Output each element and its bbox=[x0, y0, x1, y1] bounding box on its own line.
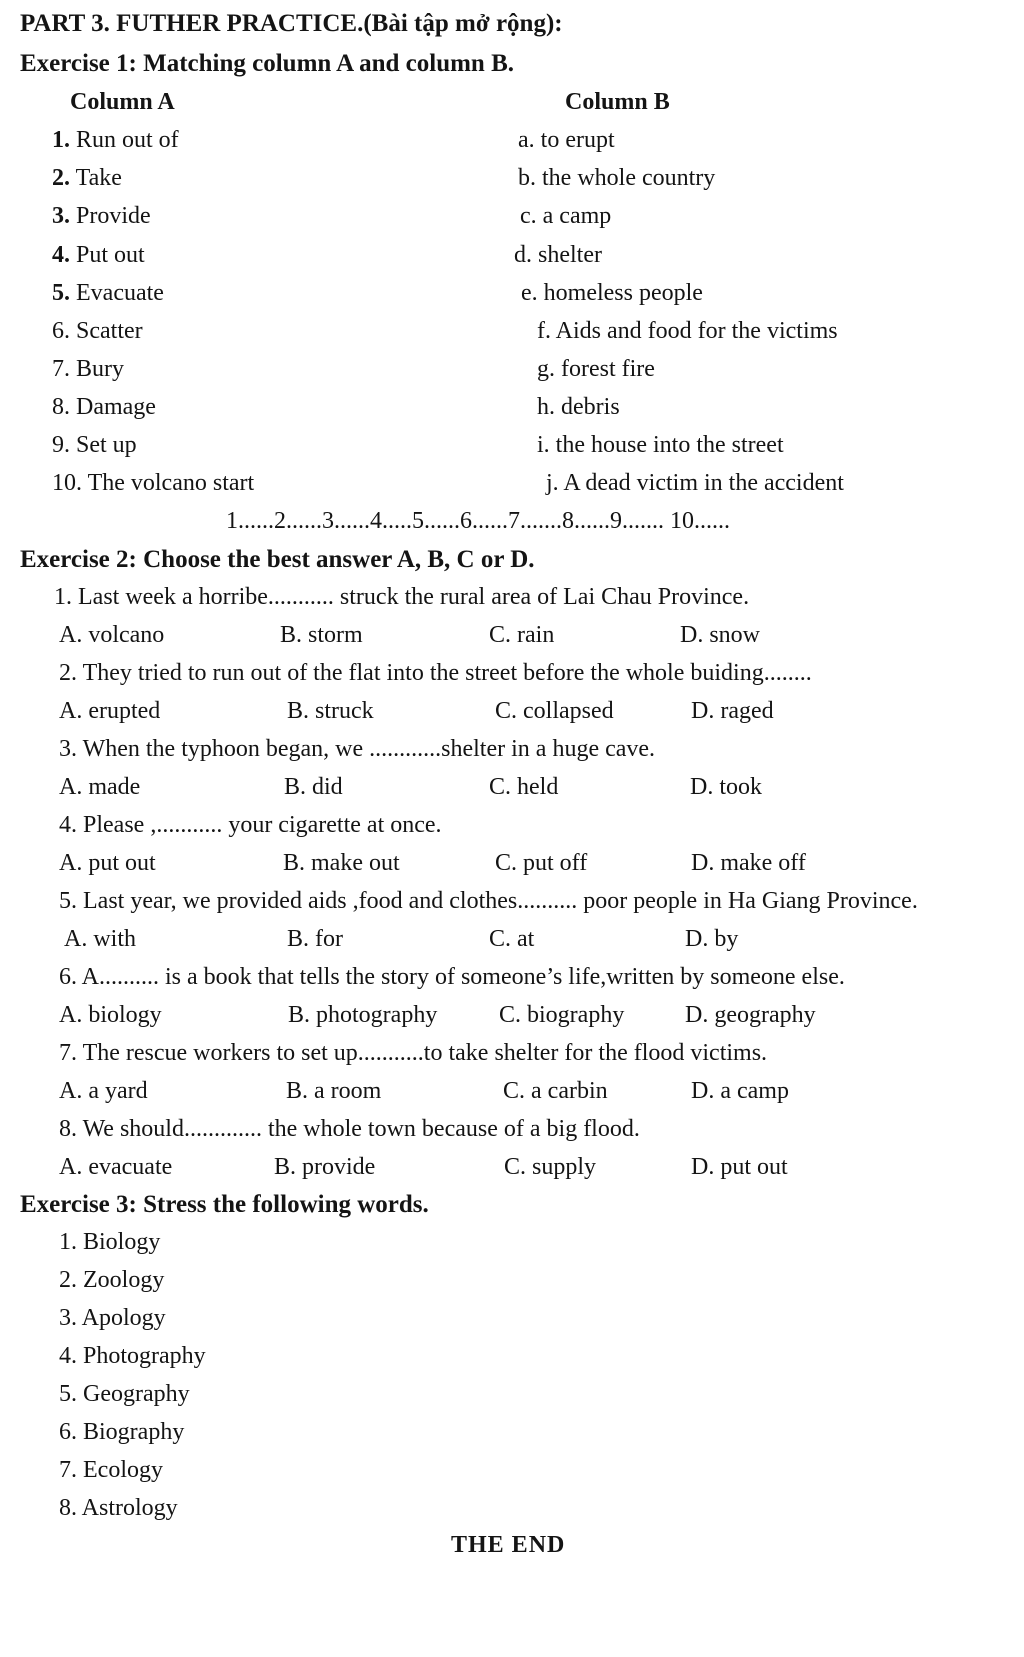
option-d: D. make off bbox=[691, 850, 806, 876]
stress-word: 1. Biology bbox=[59, 1229, 161, 1255]
option-b: B. storm bbox=[280, 622, 363, 648]
the-end: THE END bbox=[451, 1532, 566, 1558]
option-b: B. provide bbox=[274, 1154, 376, 1180]
option-c: C. rain bbox=[489, 622, 555, 648]
column-a-item: 7. Bury bbox=[52, 356, 124, 382]
option-c: C. at bbox=[489, 926, 535, 952]
question-text: 3. When the typhoon began, we ............shelter in a huge cave. bbox=[59, 736, 656, 762]
question-text: 7. The rescue workers to set up...........to take shelter for the flood victims. bbox=[59, 1040, 768, 1066]
stress-word: 3. Apology bbox=[59, 1305, 166, 1331]
option-b: B. photography bbox=[288, 1002, 438, 1028]
exercise-3-title: Exercise 3: Stress the following words. bbox=[20, 1191, 429, 1218]
option-b: B. for bbox=[287, 926, 343, 952]
question-text: 4. Please ,........... your cigarette at once. bbox=[59, 812, 442, 838]
column-b-header: Column B bbox=[565, 89, 670, 115]
option-a: A. volcano bbox=[59, 622, 165, 648]
option-c: C. supply bbox=[504, 1154, 597, 1180]
column-b-item: c. a camp bbox=[520, 203, 612, 229]
exercise-1-title: Exercise 1: Matching column A and column B. bbox=[20, 50, 515, 77]
column-a-item: 10. The volcano start bbox=[52, 470, 255, 496]
option-a: A. a yard bbox=[59, 1078, 148, 1104]
option-d: D. snow bbox=[680, 622, 761, 648]
option-d: D. by bbox=[685, 926, 739, 952]
question-text: 5. Last year, we provided aids ,food and clothes.......... poor people in Ha Giang Province. bbox=[59, 888, 918, 914]
column-a-item: 5. Evacuate bbox=[52, 280, 164, 306]
column-b-item: i. the house into the street bbox=[537, 432, 784, 458]
stress-word: 4. Photography bbox=[59, 1343, 206, 1369]
option-d: D. raged bbox=[691, 698, 774, 724]
option-d: D. geography bbox=[685, 1002, 816, 1028]
option-c: C. biography bbox=[499, 1002, 625, 1028]
option-b: B. struck bbox=[287, 698, 374, 724]
question-text: 2. They tried to run out of the flat into the street before the whole buiding........ bbox=[59, 660, 812, 686]
option-d: D. a camp bbox=[691, 1078, 789, 1104]
answer-line: 1......2......3......4.....5......6......7.......8......9....... 10...... bbox=[226, 508, 730, 534]
column-a-item: 1. Run out of bbox=[52, 127, 179, 153]
option-c: C. collapsed bbox=[495, 698, 614, 724]
option-b: B. make out bbox=[283, 850, 400, 876]
option-a: A. put out bbox=[59, 850, 156, 876]
stress-word: 7. Ecology bbox=[59, 1457, 163, 1483]
option-a: A. made bbox=[59, 774, 141, 800]
column-a-item: 3. Provide bbox=[52, 203, 151, 229]
column-a-item: 8. Damage bbox=[52, 394, 156, 420]
column-a-item: 4. Put out bbox=[52, 242, 145, 268]
option-c: C. put off bbox=[495, 850, 588, 876]
column-a-item: 6. Scatter bbox=[52, 318, 143, 344]
option-c: C. held bbox=[489, 774, 559, 800]
option-c: C. a carbin bbox=[503, 1078, 608, 1104]
stress-word: 2. Zoology bbox=[59, 1267, 165, 1293]
option-b: B. did bbox=[284, 774, 343, 800]
column-b-item: b. the whole country bbox=[518, 165, 716, 191]
exercise-2-title: Exercise 2: Choose the best answer A, B, C or D. bbox=[20, 546, 535, 573]
question-text: 6. A.......... is a book that tells the story of someone’s life,written by someone else. bbox=[59, 964, 845, 990]
stress-word: 6. Biography bbox=[59, 1419, 185, 1445]
option-a: A. biology bbox=[59, 1002, 162, 1028]
question-text: 8. We should............. the whole town because of a big flood. bbox=[59, 1116, 640, 1142]
column-b-item: j. A dead victim in the accident bbox=[546, 470, 844, 496]
option-a: A. evacuate bbox=[59, 1154, 173, 1180]
column-a-item: 2. Take bbox=[52, 165, 122, 191]
part-title: PART 3. FUTHER PRACTICE.(Bài tập mở rộng): bbox=[20, 10, 563, 37]
option-a: A. with bbox=[64, 926, 136, 952]
stress-word: 8. Astrology bbox=[59, 1495, 178, 1521]
option-d: D. put out bbox=[691, 1154, 788, 1180]
option-a: A. erupted bbox=[59, 698, 161, 724]
column-b-item: g. forest fire bbox=[537, 356, 655, 382]
column-b-item: f. Aids and food for the victims bbox=[537, 318, 838, 344]
column-b-item: d. shelter bbox=[514, 242, 602, 268]
question-text: 1. Last week a horribe........... struck the rural area of Lai Chau Province. bbox=[54, 584, 750, 610]
option-d: D. took bbox=[690, 774, 762, 800]
column-b-item: h. debris bbox=[537, 394, 620, 420]
column-a-item: 9. Set up bbox=[52, 432, 137, 458]
column-b-item: a. to erupt bbox=[518, 127, 615, 153]
column-a-header: Column A bbox=[70, 89, 175, 115]
stress-word: 5. Geography bbox=[59, 1381, 190, 1407]
option-b: B. a room bbox=[286, 1078, 382, 1104]
column-b-item: e. homeless people bbox=[521, 280, 703, 306]
